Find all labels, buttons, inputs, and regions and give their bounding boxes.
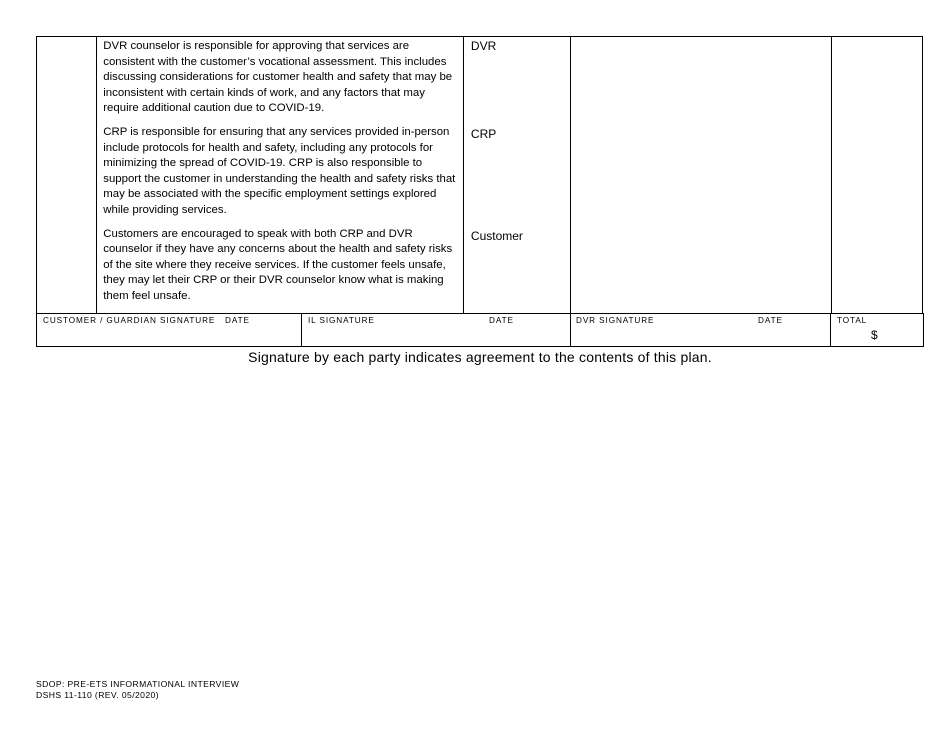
party-customer: Customer [470, 229, 523, 243]
total-field[interactable] [831, 314, 924, 347]
customer-signature-field[interactable] [37, 314, 302, 347]
signature-table [36, 313, 924, 347]
form-title: SDOP: PRE-ETS INFORMATIONAL INTERVIEW [36, 679, 240, 689]
agreement-statement: Signature by each party indicates agreement to the contents of this plan. [248, 349, 712, 365]
item-number-cell [37, 37, 97, 314]
il-date-label: DATE [489, 316, 514, 325]
customer-date-label: DATE [225, 316, 250, 325]
customer-signature-label: CUSTOMER / GUARDIAN SIGNATURE [43, 316, 216, 325]
plan-table [36, 36, 923, 314]
party-dvr: DVR [470, 39, 497, 53]
form-number: DSHS 11-110 (REV. 05/2020) [36, 690, 159, 700]
dvr-date-label: DATE [758, 316, 783, 325]
total-label: TOTAL [837, 316, 868, 325]
table-row [37, 37, 923, 314]
il-signature-label: IL SIGNATURE [308, 316, 375, 325]
crp-responsibility-text: CRP is responsible for ensuring that any services provided in-person include protocols for health and safety, including any protocols for minimizing the spread of COVID-19. CRP is also responsible to support the customer in understanding the health and safety risks that may be associated with the specific employment settings explored while providing services. [103, 125, 456, 216]
signature-row [37, 314, 924, 347]
notes-cell[interactable] [571, 37, 831, 314]
party-crp: CRP [470, 127, 497, 141]
dvr-signature-label: DVR SIGNATURE [576, 316, 655, 325]
dvr-responsibility-text: DVR counselor is responsible for approving that services are consistent with the customer’s vocational assessment. This includes discussing considerations for customer health and safety that may be inconsistent with certain kinds of work, and any factors that may require additional caution due to COVID-19. [103, 40, 453, 115]
customer-responsibility-text: Customers are encouraged to speak with both CRP and DVR counselor if they have any concerns about the health and safety risks of the site where they receive services. If the customer feels unsafe, they may let their CRP or their DVR counselor know what is making them feel unsafe. [103, 227, 453, 302]
description-cell [97, 37, 464, 314]
cost-cell[interactable] [831, 37, 922, 314]
responsible-party-cell [463, 37, 570, 314]
total-value: $ [871, 328, 878, 342]
form-footer [36, 679, 239, 701]
dvr-signature-field[interactable] [571, 314, 831, 347]
il-signature-field[interactable] [302, 314, 571, 347]
